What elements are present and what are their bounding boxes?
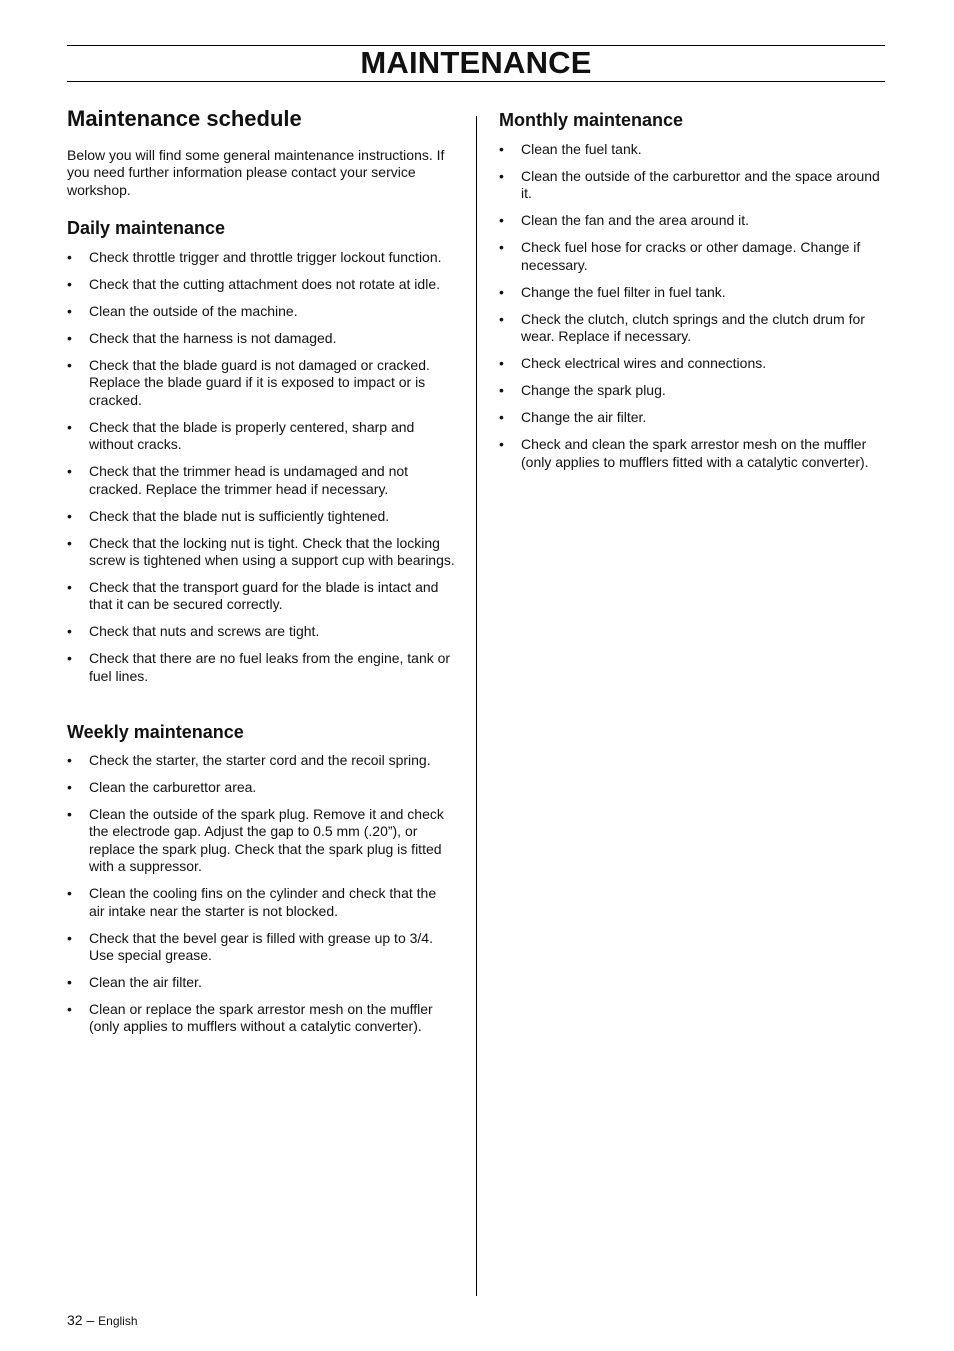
list-item <box>67 623 455 640</box>
weekly-list <box>67 752 455 1045</box>
bullet-marker: • <box>499 141 504 157</box>
list-item-text: Check that the transport guard for the blade is intact and that it can be secured correctly. <box>89 579 439 613</box>
list-item <box>67 419 455 454</box>
list-item <box>499 311 887 346</box>
daily-list <box>67 249 455 695</box>
page-number: 32 – <box>67 1312 95 1328</box>
list-item <box>67 463 455 498</box>
bullet-marker: • <box>499 239 504 256</box>
list-item-text: Check that the harness is not damaged. <box>89 330 337 346</box>
bullet-marker: • <box>499 310 504 327</box>
list-item <box>499 355 887 372</box>
bullet-marker: • <box>67 276 72 292</box>
daily-heading: Daily maintenance <box>67 218 226 238</box>
list-item-text: Check that the bevel gear is filled with grease up to 3/4. Use special grease. <box>89 929 433 964</box>
bullet-marker: • <box>67 330 72 346</box>
list-item <box>67 579 455 614</box>
list-item-text: Check electrical wires and connections. <box>521 355 767 372</box>
bullet-marker: • <box>67 752 72 768</box>
list-item <box>499 382 887 399</box>
list-item <box>67 276 455 293</box>
list-item <box>67 249 455 266</box>
bullet-marker: • <box>499 382 504 399</box>
list-item <box>499 409 887 426</box>
list-item-text: Change the spark plug. <box>521 382 666 399</box>
list-item <box>499 168 887 203</box>
list-item-text: Check that the locking nut is tight. Check that the locking screw is tightened when using a support cup with bearings. <box>89 534 455 569</box>
page-title: MAINTENANCE <box>360 45 592 80</box>
list-item-text: Check that the blade nut is sufficiently tightened. <box>89 507 390 524</box>
footer-language: English <box>98 1314 138 1328</box>
list-item-text: Check throttle trigger and throttle trigger lockout function. <box>89 249 442 265</box>
bullet-marker: • <box>67 579 72 596</box>
list-item <box>67 508 455 525</box>
monthly-list <box>499 141 887 481</box>
bullet-marker: • <box>67 1001 72 1018</box>
list-item-text: Change the fuel filter in fuel tank. <box>521 283 726 300</box>
bullet-marker: • <box>67 249 72 265</box>
list-item <box>67 357 455 409</box>
list-item <box>67 885 455 920</box>
list-item-text: Check that the trimmer head is undamaged and not cracked. Replace the trimmer head if necessary. <box>89 463 409 497</box>
bullet-marker: • <box>67 779 72 795</box>
list-item <box>67 330 455 347</box>
bullet-marker: • <box>67 418 72 435</box>
list-item-text: Clean the cooling fins on the cylinder and check that the air intake near the starter is not blocked. <box>89 885 437 919</box>
weekly-heading: Weekly maintenance <box>67 722 244 742</box>
schedule-intro: Below you will find some general maintenance instructions. If you need further information please contact your service workshop. <box>67 147 445 198</box>
list-item-text: Check that the cutting attachment does not rotate at idle. <box>89 276 440 292</box>
list-item-text: Check that the blade is properly centered, sharp and without cracks. <box>89 418 415 453</box>
bullet-marker: • <box>67 974 72 991</box>
list-item <box>499 239 887 274</box>
list-item <box>67 1001 455 1036</box>
list-item-text: Check that nuts and screws are tight. <box>89 623 320 640</box>
bullet-marker: • <box>67 534 72 551</box>
list-item-text: Clean or replace the spark arrestor mesh on the muffler (only applies to mufflers without a catalytic converter). <box>89 1001 433 1035</box>
list-item <box>499 212 887 229</box>
bullet-marker: • <box>67 357 72 373</box>
bullet-marker: • <box>499 409 504 426</box>
list-item-text: Clean the outside of the machine. <box>89 303 298 319</box>
bullet-marker: • <box>67 885 72 902</box>
list-item <box>499 436 887 471</box>
list-item-text: Clean the fuel tank. <box>521 141 642 157</box>
list-item <box>499 141 887 158</box>
list-item-text: Change the air filter. <box>521 409 647 426</box>
list-item-text: Clean the carburettor area. <box>89 779 257 795</box>
list-item-text: Check fuel hose for cracks or other damage. Change if necessary. <box>521 239 861 273</box>
list-item <box>67 650 455 685</box>
list-item-text: Clean the fan and the area around it. <box>521 212 750 229</box>
title-rule-bottom <box>67 81 885 82</box>
bullet-marker: • <box>67 303 72 319</box>
bullet-marker: • <box>67 650 72 667</box>
list-item <box>67 752 455 769</box>
bullet-marker: • <box>67 929 72 946</box>
bullet-marker: • <box>67 623 72 640</box>
list-item-text: Check that the blade guard is not damaged or cracked. Replace the blade guard if it is exposed to impact or is cracked. <box>89 357 430 408</box>
monthly-heading: Monthly maintenance <box>499 110 684 130</box>
list-item <box>67 779 455 796</box>
bullet-marker: • <box>499 436 504 453</box>
bullet-marker: • <box>67 507 72 524</box>
list-item-text: Check and clean the spark arrestor mesh on the muffler (only applies to mufflers fitted with a catalytic converter). <box>521 436 869 470</box>
list-item-text: Clean the air filter. <box>89 974 202 991</box>
page-footer <box>67 1311 138 1330</box>
list-item-text: Check the clutch, clutch springs and the clutch drum for wear. Replace if necessary. <box>521 310 865 345</box>
list-item <box>67 974 455 991</box>
bullet-marker: • <box>499 168 504 184</box>
bullet-marker: • <box>67 806 72 822</box>
list-item <box>67 806 455 876</box>
list-item-text: Clean the outside of the carburettor and the space around it. <box>521 168 880 202</box>
list-item-text: Check the starter, the starter cord and the recoil spring. <box>89 752 431 768</box>
list-item <box>67 535 455 570</box>
list-item <box>499 284 887 301</box>
list-item-text: Check that there are no fuel leaks from the engine, tank or fuel lines. <box>89 650 451 684</box>
bullet-marker: • <box>67 463 72 480</box>
bullet-marker: • <box>499 212 504 229</box>
bullet-marker: • <box>499 355 504 372</box>
schedule-heading: Maintenance schedule <box>67 106 302 131</box>
column-divider <box>476 116 477 1296</box>
list-item <box>67 303 455 320</box>
list-item-text: Clean the outside of the spark plug. Remove it and check the electrode gap. Adjust the gap to 0.5 mm (.20”), or replace the spark plug. Check that the spark plug is fitted with a suppressor. <box>89 806 444 875</box>
bullet-marker: • <box>499 283 504 300</box>
list-item <box>67 930 455 965</box>
